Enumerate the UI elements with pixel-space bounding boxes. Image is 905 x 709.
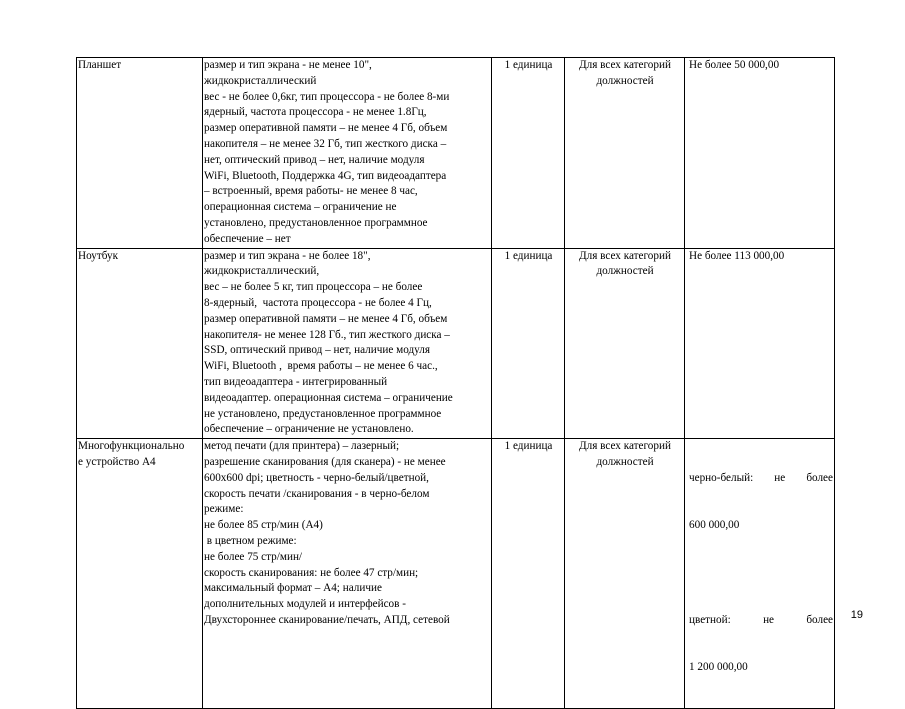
page-number: 19 xyxy=(850,609,863,621)
table-row-tablet xyxy=(77,58,835,249)
item-price-cell: Не более 50 000,00 xyxy=(685,58,835,249)
price-color-value: 1 200 000,00 xyxy=(689,661,748,674)
price-bw-label: черно-белый: не более xyxy=(689,471,833,484)
table-row-laptop xyxy=(77,248,835,439)
item-name-cell: Многофункционально е устройство А4 xyxy=(77,439,203,709)
table-row-mfp xyxy=(77,439,835,709)
item-qty-cell: 1 единица xyxy=(492,248,565,439)
item-spec-cell: размер и тип экрана - не менее 10", жидкокристаллический вес - не более 0,6кг, тип процессора - не более 8-ми ядерный, частота процессора - не менее 1.8Гц, размер оперативной памяти – не менее 4 Гб, объем накопителя – не менее 32 Гб, тип жесткого диска – нет, оптический привод – нет, наличие модуля WiFi, Bluetooth, Поддержка 4G, тип видеоадаптера – встроенный, время работы- не менее 8 час, операционная система – ограничение не установлено, предустановленное программное обеспечение – нет xyxy=(203,58,492,249)
item-name-cell: Планшет xyxy=(77,58,203,249)
item-category-cell: Для всех категорий должностей xyxy=(565,248,685,439)
item-qty-cell: 1 единица xyxy=(492,439,565,709)
item-qty-cell: 1 единица xyxy=(492,58,565,249)
item-price-cell: Не более 113 000,00 xyxy=(685,248,835,439)
item-category-cell: Для всех категорий должностей xyxy=(565,58,685,249)
item-category-cell: Для всех категорий должностей xyxy=(565,439,685,709)
item-name-cell: Ноутбук xyxy=(77,248,203,439)
item-spec-cell: размер и тип экрана - не более 18", жидкокристаллический, вес – не более 5 кг, тип процессора – не более 8-ядерный, частота процессора - не более 4 Гц, размер оперативной памяти – не менее 4 Гб, объем накопителя- не менее 128 Гб., тип жесткого диска – SSD, оптический привод – нет, наличие модуля WiFi, Bluetooth , время работы – не менее 6 час., тип видеоадаптера - интегрированный видеоадаптер. операционная система – ограничение не установлено, предустановленное программное обеспечение – ограничение не установлено. xyxy=(203,248,492,439)
price-color-label: цветной: не более xyxy=(689,613,833,626)
item-spec-cell: метод печати (для принтера) – лазерный; разрешение сканирования (для сканера) - не менее 600х600 dpi; цветность - черно-белый/цветной, скорость печати /сканирования - в черно-белом режиме: не более 85 стр/мин (А4) в цветном режиме: не более 75 стр/мин/ скорость сканирования: не более 47 стр/мин; максимальный формат – А4; наличие дополнительных модулей и интерфейсов - Двухстороннее сканирование/печать, АПД, сетевой xyxy=(203,439,492,709)
price-bw-value: 600 000,00 xyxy=(689,519,740,532)
item-price-cell xyxy=(685,439,835,709)
spec-table xyxy=(76,57,835,709)
price-spacer xyxy=(689,566,833,582)
